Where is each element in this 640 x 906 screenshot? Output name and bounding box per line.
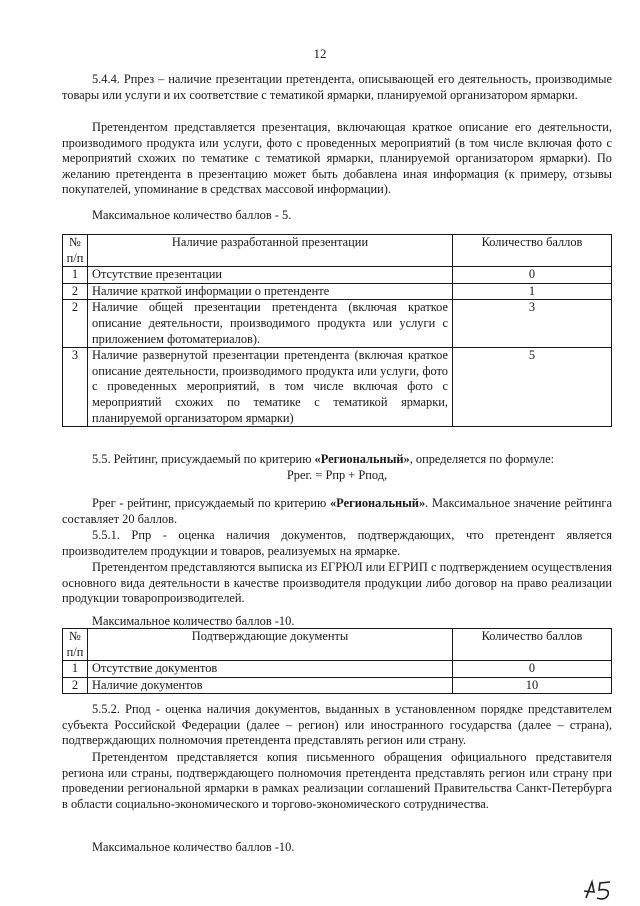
max-score-1: Максимальное количество баллов - 5.	[92, 208, 292, 222]
header-score: Количество баллов	[453, 235, 612, 267]
row-number: 2	[63, 677, 88, 694]
section-text: – наличие презентации претендента, описывающей его деятельность, производимые товары или услуги и их соответствие с тематикой ярмарки, планируемой организатором ярмарки.	[62, 72, 612, 102]
table-header-row	[63, 629, 612, 661]
row-number: 2	[63, 283, 88, 300]
row-score: 0	[453, 267, 612, 284]
max-score-3: Максимальное количество баллов -10.	[92, 840, 295, 854]
row-number: 3	[63, 348, 88, 427]
row-description: Отсутствие документов	[88, 661, 453, 678]
rating-prefix: Ррег - рейтинг, присуждаемый по критерию	[92, 496, 330, 510]
table-row	[63, 661, 612, 678]
section-number: 5.4.4.	[92, 72, 120, 86]
extract-paragraph: Претендентом представляются выписка из ЕГРЮЛ или ЕГРИП с подтверждением осуществления основного вида деятельности в качестве производителя продукции либо договор на право реализации продукции товаропроизводителей.	[62, 560, 612, 606]
row-number: 1	[63, 267, 88, 284]
handwritten-page-mark-icon	[580, 878, 620, 902]
rating-paragraph	[62, 496, 612, 527]
table-row	[63, 348, 612, 427]
rating-suffix: . Максимальное значение рейтинга составляет 20 баллов.	[62, 496, 612, 526]
table-row	[63, 300, 612, 348]
row-description: Отсутствие презентации	[88, 267, 453, 284]
copy-paragraph: Претендентом представляется копия письменного обращения официального представителя региона или страны, подтверждающего полномочия претендента представлять регион или страну при проведении региональной ярмарки в рамках реализации соглашений Правительства Санкт-Петербурга в области социально-экономического и торгово-экономического сотрудничества.	[62, 750, 612, 811]
header-score: Количество баллов	[453, 629, 612, 661]
max-score-2: Максимальное количество баллов -10.	[92, 614, 295, 628]
header-number: № п/п	[63, 235, 88, 267]
table-row	[63, 283, 612, 300]
header-description: Наличие разработанной презентации	[88, 235, 453, 267]
rating-formula: Ррег. = Рпр + Рпод,	[286, 468, 388, 482]
documents-table	[62, 628, 612, 694]
section-5-4-4	[62, 72, 612, 103]
presentation-paragraph: Претендентом представляется презентация, включающая краткое описание его деятельности, производимого продукта или услуги, фото с проведенных мероприятий (в том числе включая фото с мероприятий схожих по тематике с тематикой ярмарки, планируемой организатором ярмарки). По желанию претендента в презентацию может быть добавлена иная информация (к примеру, отзывы покупателей, упоминание в средствах массовой информации).	[62, 120, 612, 197]
section-5-5-1: 5.5.1. Рпр - оценка наличия документов, подтверждающих, что претендент является производителем продукции и товаров, реализуемых на ярмарке.	[62, 528, 612, 558]
table-row	[63, 267, 612, 284]
section-5-5	[62, 452, 612, 468]
presentation-table	[62, 234, 612, 427]
row-description: Наличие краткой информации о претенденте	[88, 283, 453, 300]
row-description: Наличие развернутой презентации претендента (включая краткое описание деятельности, производимого продукта или услуги, фото с проведенных мероприятий, в том числе включая фото с мероприятий схожих по тематике с тематикой ярмарки, планируемой организатором ярмарки)	[88, 348, 453, 427]
row-number: 2	[63, 300, 88, 348]
criterion-name: «Региональный»	[314, 452, 410, 466]
row-description: Наличие общей презентации претендента (включая краткое описание деятельности, производимого продукта или услуги с приложением фотоматериалов).	[88, 300, 453, 348]
header-number: № п/п	[63, 629, 88, 661]
header-description: Подтверждающие документы	[88, 629, 453, 661]
section-5-5-2: 5.5.2. Рпод - оценка наличия документов, выданных в установленном порядке представителем субъекта Российской Федерации (далее – регион) или иностранного государства (далее – страна), подтверждающих полномочия претендента представлять регион или страну.	[62, 702, 612, 748]
section-prefix: 5.5. Рейтинг, присуждаемый по критерию	[92, 452, 315, 466]
section-suffix: , определяется по формуле:	[409, 452, 555, 466]
row-score: 0	[453, 661, 612, 678]
row-number: 1	[63, 661, 88, 678]
row-score: 1	[453, 283, 612, 300]
table-row	[63, 677, 612, 694]
symbol: Рпрез	[123, 72, 155, 86]
table-header-row	[63, 235, 612, 267]
row-score: 5	[453, 348, 612, 427]
page-number: 12	[313, 46, 327, 61]
criterion-name: «Региональный»	[329, 496, 426, 510]
row-score: 3	[453, 300, 612, 348]
row-score: 10	[453, 677, 612, 694]
row-description: Наличие документов	[88, 677, 453, 694]
